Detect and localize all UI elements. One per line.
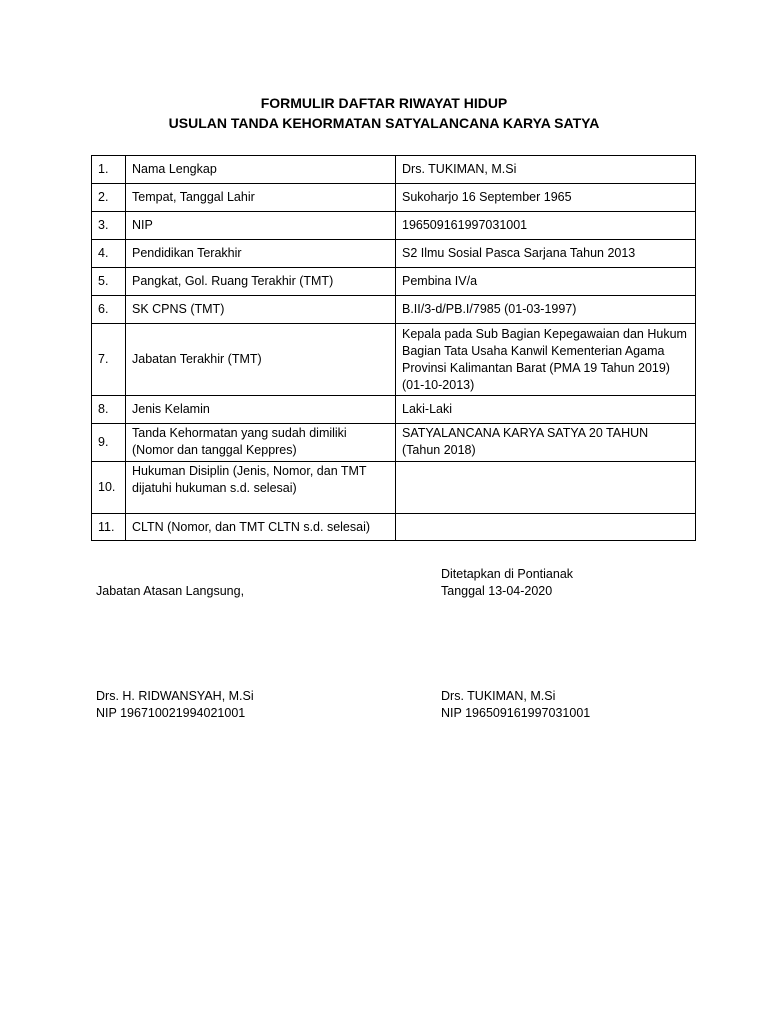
- row-label: NIP: [126, 212, 396, 240]
- title-line-2: USULAN TANDA KEHORMATAN SATYALANCANA KARYA SATYA: [168, 115, 600, 131]
- row-label: CLTN (Nomor, dan TMT CLTN s.d. selesai): [126, 514, 396, 541]
- row-number: 4.: [92, 240, 126, 268]
- row-number: 3.: [92, 212, 126, 240]
- document-title: [0, 93, 768, 133]
- table-row: [92, 296, 696, 324]
- row-value: B.II/3-d/PB.I/7985 (01-03-1997): [396, 296, 696, 324]
- row-value: Drs. TUKIMAN, M.Si: [396, 156, 696, 184]
- table-row: [92, 396, 696, 424]
- table-row: [92, 462, 696, 514]
- row-label: Pangkat, Gol. Ruang Terakhir (TMT): [126, 268, 396, 296]
- biodata-table: [91, 155, 696, 541]
- row-label: Nama Lengkap: [126, 156, 396, 184]
- row-number: 10.: [92, 462, 126, 514]
- right-signer-name: Drs. TUKIMAN, M.Si: [441, 689, 556, 703]
- row-number: 1.: [92, 156, 126, 184]
- table-row: [92, 268, 696, 296]
- right-signer-date: Tanggal 13-04-2020: [441, 584, 553, 598]
- left-signer-position: Jabatan Atasan Langsung,: [96, 584, 245, 598]
- row-number: 11.: [92, 514, 126, 541]
- row-value: [396, 462, 696, 514]
- left-signer-nip: NIP 196710021994021001: [96, 706, 246, 720]
- row-number: 8.: [92, 396, 126, 424]
- row-value: SATYALANCANA KARYA SATYA 20 TAHUN (Tahun 2018): [396, 424, 696, 462]
- right-signer-place: Ditetapkan di Pontianak: [441, 567, 574, 581]
- row-label: Hukuman Disiplin (Jenis, Nomor, dan TMT dijatuhi hukuman s.d. selesai): [126, 462, 396, 514]
- right-signer-nip: NIP 196509161997031001: [441, 706, 591, 720]
- row-number: 6.: [92, 296, 126, 324]
- row-label: Tanda Kehormatan yang sudah dimiliki (Nomor dan tanggal Keppres): [126, 424, 396, 462]
- table-row: [92, 424, 696, 462]
- row-value: S2 Ilmu Sosial Pasca Sarjana Tahun 2013: [396, 240, 696, 268]
- table-row: [92, 240, 696, 268]
- row-label: Tempat, Tanggal Lahir: [126, 184, 396, 212]
- table-row: [92, 156, 696, 184]
- table-row: [92, 184, 696, 212]
- row-value: Pembina IV/a: [396, 268, 696, 296]
- row-number: 9.: [92, 424, 126, 462]
- row-label: Jenis Kelamin: [126, 396, 396, 424]
- row-value: Laki-Laki: [396, 396, 696, 424]
- row-label: Pendidikan Terakhir: [126, 240, 396, 268]
- row-number: 2.: [92, 184, 126, 212]
- row-number: 5.: [92, 268, 126, 296]
- table-row: [92, 212, 696, 240]
- row-number: 7.: [92, 324, 126, 396]
- row-value: [396, 514, 696, 541]
- row-label: Jabatan Terakhir (TMT): [126, 324, 396, 396]
- row-value: Sukoharjo 16 September 1965: [396, 184, 696, 212]
- row-label: SK CPNS (TMT): [126, 296, 396, 324]
- table-row: [92, 514, 696, 541]
- row-value: Kepala pada Sub Bagian Kepegawaian dan Hukum Bagian Tata Usaha Kanwil Kementerian Agama Provinsi Kalimantan Barat (PMA 19 Tahun 2019) (01-10-2013): [396, 324, 696, 396]
- title-line-1: FORMULIR DAFTAR RIWAYAT HIDUP: [260, 95, 508, 111]
- left-signer-name: Drs. H. RIDWANSYAH, M.Si: [96, 689, 254, 703]
- row-value: 196509161997031001: [396, 212, 696, 240]
- table-row: [92, 324, 696, 396]
